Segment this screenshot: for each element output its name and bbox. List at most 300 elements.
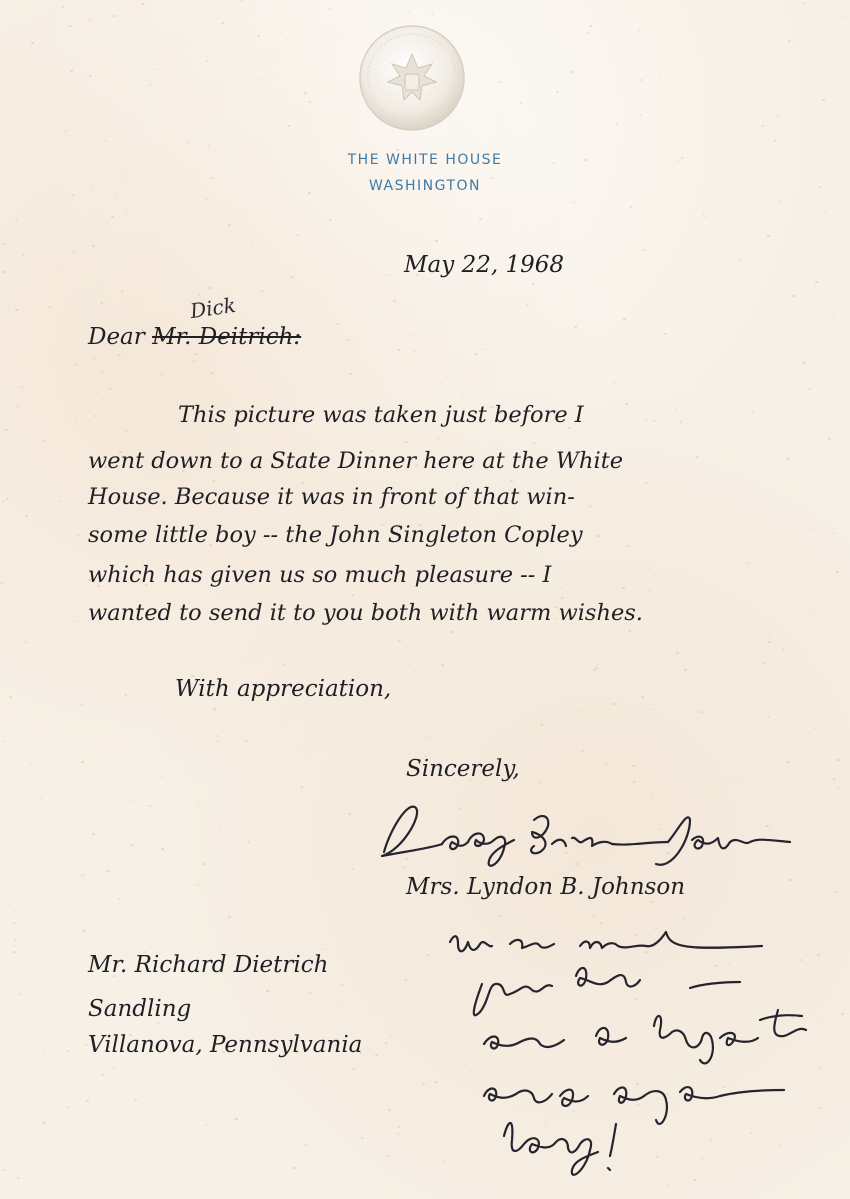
paper-speck [632,765,635,767]
paper-speck [228,224,231,226]
paper-speck [533,442,536,444]
paper-speck [788,40,791,42]
paper-speck [628,630,631,632]
paper-speck [130,844,133,846]
paper-speck [627,545,630,547]
paper-speck [160,775,163,777]
paper-speck [64,130,67,132]
paper-speck [188,1089,191,1091]
paper-speck [194,353,197,355]
paper-speck [261,290,264,292]
paper-speck [262,735,265,737]
paper-speck [80,875,83,877]
paper-speck [308,101,311,103]
paper-speck [388,274,391,276]
paper-speck [589,505,592,507]
paper-speck [398,640,401,642]
paper-speck [833,532,836,534]
paper-speck [653,420,656,422]
paper-speck [101,1074,104,1076]
paper-speck [118,898,121,900]
paper-speck [526,304,529,306]
paper-speck [329,219,332,221]
paper-speck [625,403,628,405]
paper-speck [67,1106,70,1108]
paper-speck [13,951,16,953]
paper-speck [205,1124,208,1126]
paper-speck [802,711,805,713]
paper-speck [48,306,51,308]
paper-speck [20,386,23,388]
paper-speck [766,631,769,633]
paper-speck [198,802,201,804]
paper-speck [407,11,410,13]
paper-speck [387,1155,390,1157]
paper-speck [639,114,642,116]
paper-speck [121,290,124,292]
paper-speck [389,1034,392,1036]
paper-speck [81,761,84,763]
paper-speck [479,218,482,220]
paper-speck [70,70,73,72]
paper-speck [328,8,331,10]
paper-speck [156,68,159,70]
paper-speck [774,231,777,233]
signature [372,790,802,880]
body-line-6: wanted to send it to you both with warm wishes. [88,600,643,626]
paper-speck [100,302,103,304]
paper-speck [622,587,625,589]
paper-speck [347,339,350,341]
paper-speck [767,716,770,718]
paper-speck [581,750,584,752]
paper-speck [198,294,201,296]
paper-speck [43,440,46,442]
paper-speck [149,84,152,86]
paper-speck [397,349,400,351]
paper-speck [217,740,220,742]
paper-speck [679,421,682,423]
paper-speck [109,388,112,390]
paper-speck [385,1042,388,1044]
paper-speck [645,482,648,484]
paper-speck [15,218,18,220]
paper-speck [396,149,399,151]
body-line-5: which has given us so much pleasure -- I [88,562,552,588]
paper-speck [705,216,708,218]
paper-speck [520,102,523,104]
paper-speck [498,915,501,917]
paper-speck [556,91,559,93]
paper-speck [77,534,80,536]
body-line-3: House. Because it was in front of that win- [88,484,575,510]
paper-speck [228,916,231,918]
paper-speck [640,79,643,81]
handwritten-postscript [440,920,820,1190]
paper-speck [651,759,654,761]
paper-speck [361,1137,364,1139]
paper-speck [696,456,699,458]
paper-speck [336,323,339,325]
letterhead-line-1: THE WHITE HOUSE [347,152,503,168]
paper-speck [92,833,95,835]
paper-speck [833,778,836,780]
paper-speck [633,781,636,783]
paper-speck [205,198,208,200]
paper-speck [300,786,303,788]
paper-speck [803,362,806,364]
paper-speck [60,265,63,267]
paper-speck [129,799,132,801]
paper-speck [435,240,438,242]
paper-speck [388,1109,391,1111]
recipient-address-line-3: Villanova, Pennsylvania [88,1032,363,1058]
paper-speck [94,415,97,417]
paper-speck [193,360,196,362]
paper-speck [474,353,477,355]
paper-speck [31,42,34,44]
body-line-2: went down to a State Dinner here at the White [88,448,624,474]
paper-speck [212,480,215,482]
paper-speck [532,283,535,285]
paper-speck [14,939,17,941]
paper-speck [643,249,646,251]
paper-speck [245,740,248,742]
paper-speck [813,727,816,729]
paper-speck [574,326,577,328]
paper-speck [425,737,428,739]
paper-speck [404,979,407,981]
paper-speck [792,295,795,297]
handwritten-correction: Dick [188,292,238,324]
paper-speck [649,708,652,710]
paper-speck [304,92,307,94]
paper-speck [216,735,219,737]
paper-speck [664,333,667,335]
paper-speck [647,567,650,569]
paper-speck [207,145,210,147]
paper-speck [89,75,92,77]
paper-speck [83,930,86,932]
paper-speck [2,271,5,273]
paper-speck [351,594,354,596]
paper-speck [593,669,596,671]
paper-speck [758,316,761,318]
paper-speck [592,915,595,917]
paper-speck [824,212,827,214]
paper-speck [206,60,209,62]
paper-speck [734,782,737,784]
paper-speck [822,99,825,101]
paper-speck [774,140,777,142]
letterhead-line-2: WASHINGTON [368,178,482,194]
paper-speck [836,571,839,573]
paper-speck [161,848,164,850]
paper-speck [351,868,354,870]
paper-speck [141,3,144,5]
paper-speck [837,759,840,761]
paper-speck [568,335,571,337]
paper-speck [95,392,98,394]
paper-speck [39,797,42,799]
paper-speck [782,649,785,651]
paper-speck [66,1050,69,1052]
paper-speck [837,787,840,789]
body-line-1: This picture was taken just before I [178,402,584,428]
paper-speck [7,903,10,905]
paper-speck [538,782,541,784]
paper-speck [213,708,216,710]
paper-speck [42,1122,45,1124]
paper-speck [587,32,590,34]
paper-speck [730,527,733,529]
paper-speck [148,805,151,807]
paper-speck [510,480,513,482]
paper-speck [74,364,77,366]
paper-speck [441,664,444,666]
paper-speck [23,727,26,729]
paper-speck [769,634,772,636]
paper-speck [348,813,351,815]
recipient-address-line-2: Sandling [88,996,192,1022]
paper-speck [78,591,81,593]
paper-speck [291,276,294,278]
paper-speck [247,841,250,843]
paper-speck [612,703,615,705]
paper-speck [257,35,260,37]
paper-speck [718,37,721,39]
paper-speck [12,945,15,947]
paper-speck [527,103,530,105]
paper-speck [559,587,562,589]
paper-speck [101,371,104,373]
paper-speck [72,251,75,253]
paper-speck [186,141,189,143]
paper-speck [412,334,415,336]
paper-speck [778,200,781,202]
paper-speck [118,354,121,356]
paper-speck [125,430,128,432]
paper-speck [111,216,114,218]
paper-speck [69,25,72,27]
paper-speck [739,259,742,261]
paper-speck [124,694,127,696]
paper-speck [430,1180,433,1182]
paper-speck [107,870,110,872]
letter-date: May 22, 1968 [404,252,564,278]
paper-speck [0,582,3,584]
paper-speck [349,373,352,375]
sign-off: Sincerely, [406,756,520,782]
closing: With appreciation, [175,676,392,702]
paper-speck [803,2,806,4]
paper-speck [606,763,609,765]
paper-speck [561,597,564,599]
paper-speck [240,0,243,2]
paper-speck [830,552,833,554]
paper-speck [674,407,677,409]
salutation-prefix: Dear [88,324,145,350]
paper-speck [309,992,312,994]
paper-speck [841,1013,844,1015]
paper-speck [684,669,687,671]
paper-speck [62,6,65,8]
paper-speck [835,891,838,893]
paper-speck [121,175,124,177]
paper-speck [70,81,73,83]
paper-speck [76,620,79,622]
paper-speck [80,704,83,706]
paper-speck [203,863,206,865]
paper-speck [446,376,449,378]
paper-speck [5,429,8,431]
paper-speck [393,300,396,302]
paper-speck [211,372,214,374]
paper-speck [293,1167,296,1169]
salutation-struck-name: Mr. Deitrich: [152,324,302,350]
paper-speck [160,374,163,376]
paper-speck [595,667,598,669]
salutation [88,324,301,350]
paper-speck [58,500,61,502]
paper-speck [422,1083,425,1085]
paper-speck [9,696,12,698]
paper-speck [629,206,632,208]
paper-speck [767,235,770,237]
paper-speck [413,350,416,352]
paper-speck [743,513,746,515]
paper-speck [157,1022,160,1024]
paper-speck [659,73,662,75]
paper-speck [414,670,417,672]
paper-speck [93,358,96,360]
paper-speck [589,25,592,27]
paper-speck [762,662,765,664]
paper-speck [22,254,25,256]
presidential-seal-icon [358,24,466,132]
paper-speck [615,123,618,125]
paper-speck [221,22,224,24]
paper-speck [638,29,641,31]
paper-speck [690,231,693,233]
paper-speck [134,1099,137,1101]
paper-speck [462,394,465,396]
recipient-name: Mr. Richard Dietrich [88,952,329,978]
paper-speck [844,16,847,18]
paper-speck [434,1081,437,1083]
paper-speck [808,388,811,390]
paper-speck [427,954,430,956]
paper-speck [13,922,16,924]
paper-speck [352,1068,355,1070]
paper-speck [682,917,685,919]
paper-speck [2,500,5,502]
paper-speck [2,243,5,245]
paper-speck [104,140,107,142]
paper-speck [209,287,212,289]
paper-speck [266,990,269,992]
paper-speck [777,115,780,117]
paper-speck [71,194,74,196]
paper-speck [260,78,263,80]
paper-speck [296,234,299,236]
paper-speck [820,1021,823,1023]
paper-speck [19,993,22,995]
paper-speck [115,196,118,198]
paper-speck [747,562,750,564]
paper-speck [676,652,679,654]
paper-speck [431,13,434,15]
paper-speck [540,724,543,726]
paper-speck [700,711,703,713]
paper-speck [304,1144,307,1146]
paper-speck [283,664,286,666]
paper-speck [641,696,644,698]
paper-speck [196,884,199,886]
paper-speck [702,213,705,215]
paper-speck [498,81,501,83]
paper-speck [405,441,408,443]
paper-speck [200,887,203,889]
paper-speck [15,309,18,311]
paper-speck [623,318,626,320]
paper-speck [3,1169,6,1171]
paper-speck [397,1126,400,1128]
paper-speck [812,528,815,530]
paper-speck [828,438,831,440]
paper-speck [438,438,441,440]
paper-speck [218,825,221,827]
paper-speck [190,396,193,398]
paper-speck [6,498,9,500]
paper-speck [235,1118,238,1120]
paper-speck [86,1100,89,1102]
paper-speck [450,631,453,633]
paper-speck [287,125,290,127]
paper-speck [572,201,575,203]
paper-speck [815,281,818,283]
paper-speck [113,15,116,17]
paper-speck [768,641,771,643]
paper-speck [25,515,28,517]
paper-speck [17,1177,20,1179]
paper-speck [645,419,648,421]
paper-speck [613,382,616,384]
paper-speck [16,406,19,408]
paper-speck [570,71,573,73]
paper-speck [481,348,484,350]
paper-speck [761,125,764,127]
paper-speck [375,1054,378,1056]
paper-speck [3,740,6,742]
paper-speck [702,201,705,203]
paper-speck [92,245,95,247]
paper-speck [832,316,835,318]
paper-speck [396,1133,399,1135]
paper-speck [126,212,129,214]
paper-speck [786,458,789,460]
paper-speck [250,245,253,247]
body-line-4: some little boy -- the John Singleton Copley [88,522,583,548]
paper-speck [787,761,790,763]
paper-speck [648,589,651,591]
paper-speck [43,1052,46,1054]
paper-speck [335,1004,338,1006]
paper-speck [113,1067,116,1069]
paper-speck [580,710,583,712]
paper-speck [24,641,27,643]
paper-speck [811,614,814,616]
